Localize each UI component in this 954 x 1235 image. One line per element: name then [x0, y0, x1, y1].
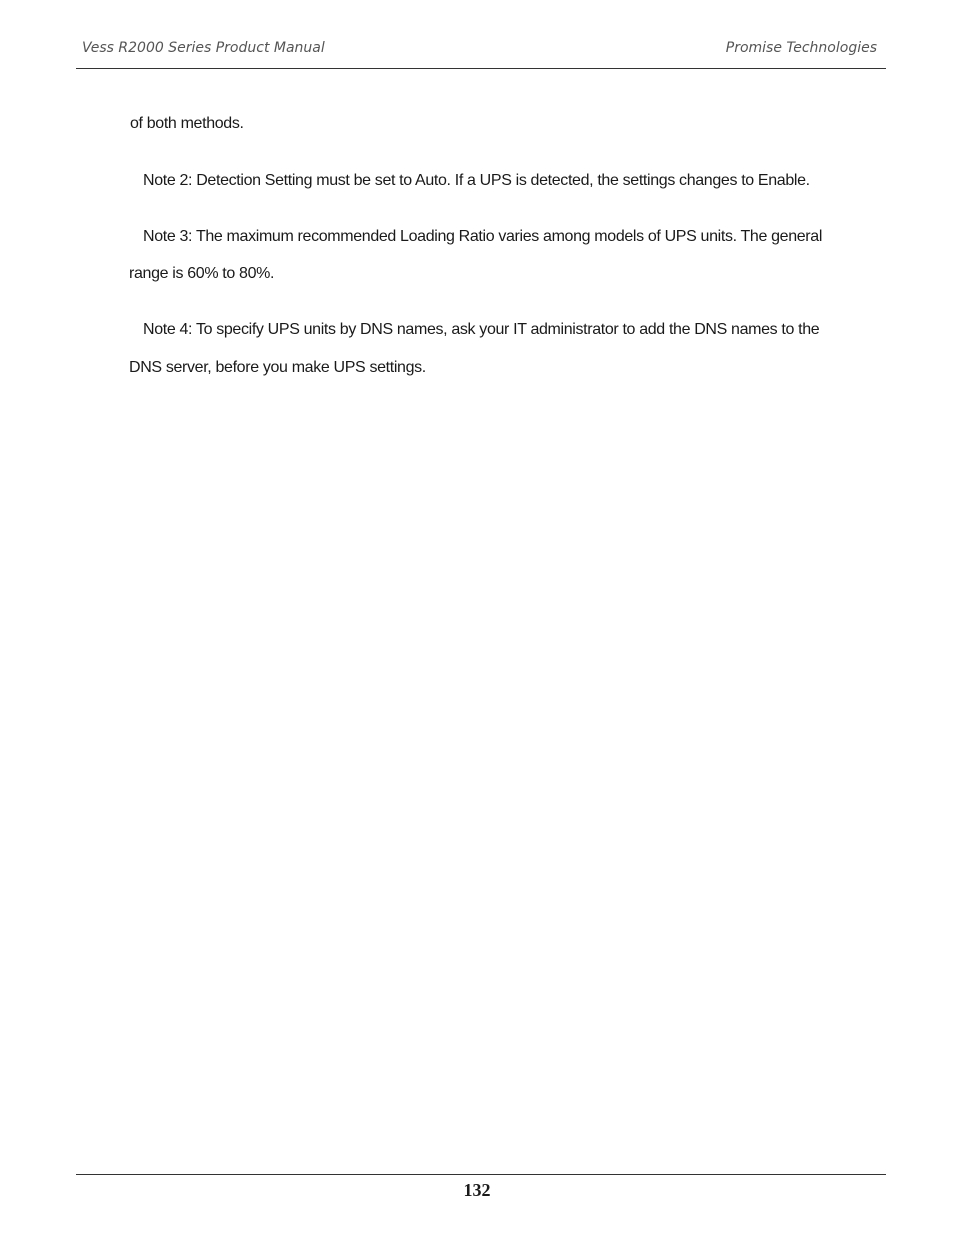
page-number: 132 [463, 1180, 491, 1200]
header-document-title: Vess R2000 Series Product Manual [82, 40, 325, 56]
note-4-line-1: Note 4: To specify UPS units by DNS names, ask your IT administrator to add the DNS names to the [143, 321, 820, 338]
header-company-name: Promise Technologies [725, 40, 877, 56]
note-3-line-1: Note 3: The maximum recommended Loading Ratio varies among models of UPS units. The general [143, 228, 823, 245]
note-2-line: Note 2: Detection Setting must be set to Auto. If a UPS is detected, the settings changes to Enable. [143, 172, 810, 189]
note-4-line-2: DNS server, before you make UPS settings. [129, 359, 426, 376]
footer-divider [76, 1174, 886, 1175]
header-divider [76, 68, 886, 69]
page-header [76, 40, 886, 60]
body-line-continuation: of both methods. [130, 115, 244, 132]
note-3-line-2: range is 60% to 80%. [129, 265, 275, 282]
